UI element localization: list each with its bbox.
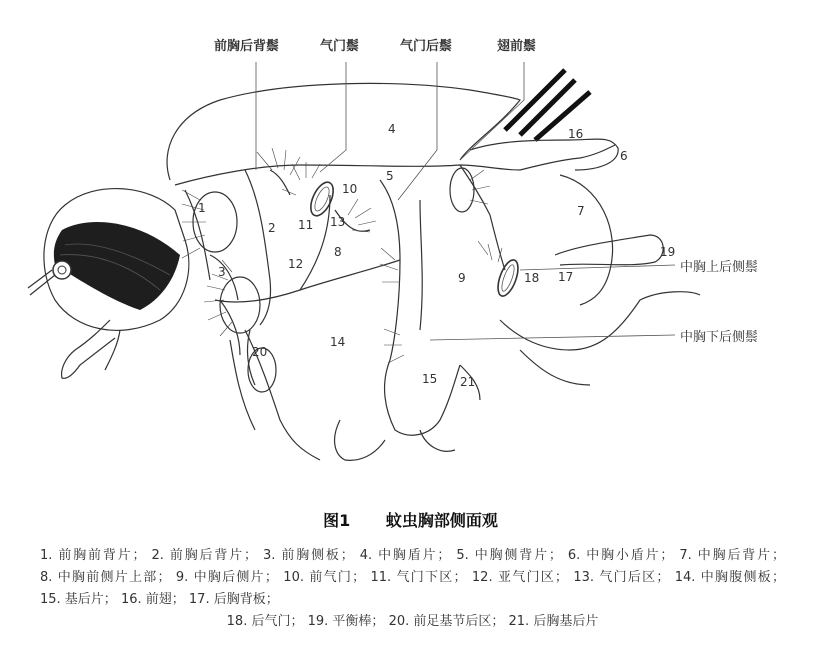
part-number-8: 8 [334,245,342,259]
part-number-16: 16 [568,127,584,141]
legend-item: 9. 中胸后侧片； [175,570,278,585]
legend-item: 2. 前胸后背片； [151,548,258,563]
part-number-10: 10 [342,182,358,196]
part-number-20: 20 [252,345,268,359]
part-number-7: 7 [577,204,585,218]
label-postspiracular-bristle: 气门后鬃 [400,39,453,54]
compound-eye [54,222,180,310]
part-number-19: 19 [660,245,676,259]
label-spiracular-bristle: 气门鬃 [320,39,360,54]
part-number-15: 15 [422,372,438,386]
figure-caption [0,508,821,531]
part-number-21: 21 [460,375,476,389]
part-number-1: 1 [198,201,206,215]
legend-item: 8. 中胸前侧片上部； [40,570,171,585]
legend-item: 17. 后胸背板； [188,592,279,607]
legend-item: 10. 前气门； [283,570,366,585]
label-upper-mesepimeral-bristle: 中胸上后侧鬃 [680,260,759,275]
figure-legend [40,545,785,633]
legend-item: 13. 气门后区； [573,570,670,585]
label-lower-mesepimeral-bristle: 中胸下后侧鬃 [680,330,759,345]
part-number-13: 13 [330,215,346,229]
legend-item: 3. 前胸侧板； [263,548,354,563]
thorax-outline [167,83,700,460]
legend-last-line [40,611,785,633]
part-number-3: 3 [218,265,226,279]
head [28,189,189,379]
leader-lines [256,62,675,340]
part-number-18: 18 [524,271,540,285]
legend-item: 18. 后气门； [226,614,304,629]
legend-item: 4. 中胸盾片； [359,548,451,563]
part-number-2: 2 [268,221,276,235]
posterior-spiracle [494,257,522,298]
label-prothoracic-postnotal-bristle: 前胸后背鬃 [214,39,280,54]
legend-item: 11. 气门下区； [370,570,467,585]
legend-item: 15. 基后片； [40,592,117,607]
figure-id: 图1 [323,511,351,530]
legend-item: 5. 中胸侧背片； [456,548,562,563]
legend-item: 1. 前胸前背片； [40,548,146,563]
label-prealar-bristle: 翅前鬃 [497,39,537,54]
anterior-spiracle [306,179,338,219]
legend-item: 7. 中胸后背片； [679,548,785,563]
legend-item: 20. 前足基节后区； [388,614,505,629]
figure-title: 蚊虫胸部侧面观 [385,511,498,530]
legend-item: 14. 中胸腹侧板； [674,570,786,585]
legend-item: 21. 后胸基后片 [508,614,599,629]
wing-base [470,70,618,170]
part-number-4: 4 [388,122,396,136]
legend-item: 19. 平衡棒； [307,614,385,629]
part-number-12: 12 [288,257,304,271]
part-number-11: 11 [298,218,314,232]
legend-item: 16. 前翅； [120,592,185,607]
part-number-6: 6 [620,149,628,163]
bristles [182,148,502,363]
part-number-9: 9 [458,271,466,285]
part-number-17: 17 [558,270,574,284]
legend-item: 12. 亚气门区； [471,570,568,585]
part-number-14: 14 [330,335,346,349]
part-number-5: 5 [386,169,394,183]
legend-item: 6. 中胸小盾片； [567,548,674,563]
